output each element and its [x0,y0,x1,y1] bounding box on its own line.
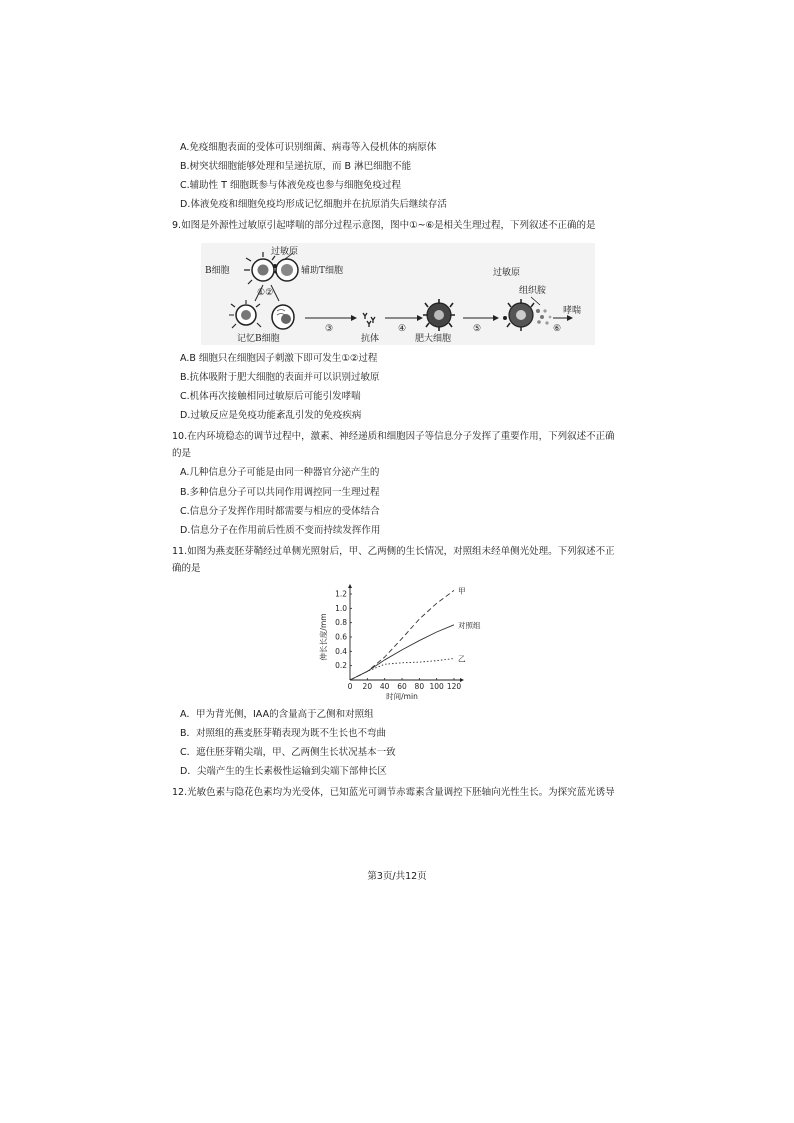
growth-chart-svg [314,580,494,702]
y-tick-label: 0.6 [335,632,347,642]
q9-option-c: C.机体再次接触相同过敏原后可能引发哮喘 [180,391,361,402]
q10-option-a: A.几种信息分子可能是由同一种器官分泌产生的 [180,467,380,478]
q11-option-b: B．对照组的燕麦胚芽鞘表现为既不生长也不弯曲 [180,728,387,739]
q9-immune-diagram [201,243,595,345]
label-mast-cell: 肥大细胞 [415,334,452,344]
label-allergen-right: 过敏原 [493,268,521,278]
q11-stem-line2: 确的是 [172,563,201,574]
label-asthma: 哮喘 [563,306,582,316]
activated-mast-cell [507,297,551,331]
label-step-6: ⑥ [553,324,562,334]
label-step-3: ③ [325,324,334,334]
series-label: 对照组 [458,620,481,630]
series-label: 甲 [458,586,466,596]
label-step-4: ④ [398,324,407,334]
q11-stem-line1: 11.如图为燕麦胚芽鞘经过单侧光照射后，甲、乙两侧的生长情况，对照组未经单侧光处理。下列叙述不正 [172,546,615,557]
q10-stem-line1: 10.在内环境稳态的调节过程中，激素、神经递质和细胞因子等信息分子发挥了重要作用，下列叙述不正确 [172,431,615,442]
y-axis-arrow [348,584,352,588]
x-tick-label: 120 [446,682,462,691]
mast-cell [423,299,455,331]
x-tick-label: 100 [429,682,444,691]
y-tick-label: 0.2 [335,661,347,671]
label-helper-t-cell: 辅助T细胞 [301,266,344,276]
series-label: 乙 [458,654,466,664]
y-tick-label: 1.2 [335,589,347,599]
y-tick-label: 0.8 [335,618,347,628]
q11-option-a: A．甲为背光侧，IAA的含量高于乙侧和对照组 [180,709,374,720]
q9-stem: 9.如图是外源性过敏原引起哮喘的部分过程示意图，图中①~⑥是相关生理过程，下列叙述不正确的是 [172,220,596,231]
q8-option-c: C.辅助性 T 细胞既参与体液免疫也参与细胞免疫过程 [180,180,401,191]
q11-growth-chart [314,580,494,702]
q10-option-c: C.信息分子发挥作用时都需要与相应的受体结合 [180,506,380,517]
series-line-甲 [350,590,454,680]
q10-stem-line2: 的是 [172,448,192,459]
q9-option-d: D.过敏反应是免疫功能紊乱引发的免疫疾病 [180,410,362,421]
q12-stem: 12.光敏色素与隐花色素均为光受体，已知蓝光可调节赤霉素含量调控下胚轴向光性生长。为探究蓝光诱导 [172,787,615,798]
x-axis-label: 时间/min [386,692,418,701]
label-b-cell: B细胞 [205,266,230,276]
q9-option-b: B.抗体吸附于肥大细胞的表面并可以识别过敏原 [180,372,380,383]
memory-b-cell [229,300,261,328]
q9-option-a: A.B 细胞只在细胞因子刺激下即可发生①②过程 [180,353,378,364]
x-tick-label: 20 [362,682,373,691]
q9-diagram-svg [201,243,595,345]
series-line-乙 [350,659,454,681]
q8-option-b: B.树突状细胞能够处理和呈递抗原，而 B 淋巴细胞不能 [180,161,412,172]
label-histamine: 组织胺 [519,286,547,296]
x-tick-label: 80 [414,682,425,691]
antibody-marks [363,313,375,327]
q11-option-d: D．尖端产生的生长素极性运输到尖端下部伸长区 [180,766,387,777]
q8-option-a: A.免疫细胞表面的受体可识别细菌、病毒等入侵机体的病原体 [180,142,437,153]
q10-option-d: D.信息分子在作用前后性质不变而持续发挥作用 [180,525,381,536]
series-line-对照组 [350,625,454,680]
x-tick-label: 40 [379,682,390,691]
y-tick-label: 1.0 [335,603,347,613]
label-step-1-2: ①② [257,288,274,298]
label-allergen-top: 过敏原 [271,247,299,257]
y-axis-label: 伸长长度/mm [319,613,328,661]
q10-option-b: B.多种信息分子可以共同作用调控同一生理过程 [180,487,380,498]
x-tick-label: 60 [397,682,407,691]
x-tick-label: 0 [347,682,353,691]
q8-option-d: D.体液免疫和细胞免疫均形成记忆细胞并在抗原消失后继续存活 [180,199,447,210]
q11-option-c: C．遮住胚芽鞘尖端，甲、乙两侧生长状况基本一致 [180,747,396,758]
y-tick-label: 0.4 [335,646,347,656]
label-step-5: ⑤ [473,324,482,334]
label-memory-b-cell: 记忆B细胞 [237,334,280,344]
page-number: 第3页/共12页 [367,871,427,882]
helper-t-cell [276,259,298,281]
label-antibody: 抗体 [361,334,380,344]
plasma-cell [272,305,294,329]
